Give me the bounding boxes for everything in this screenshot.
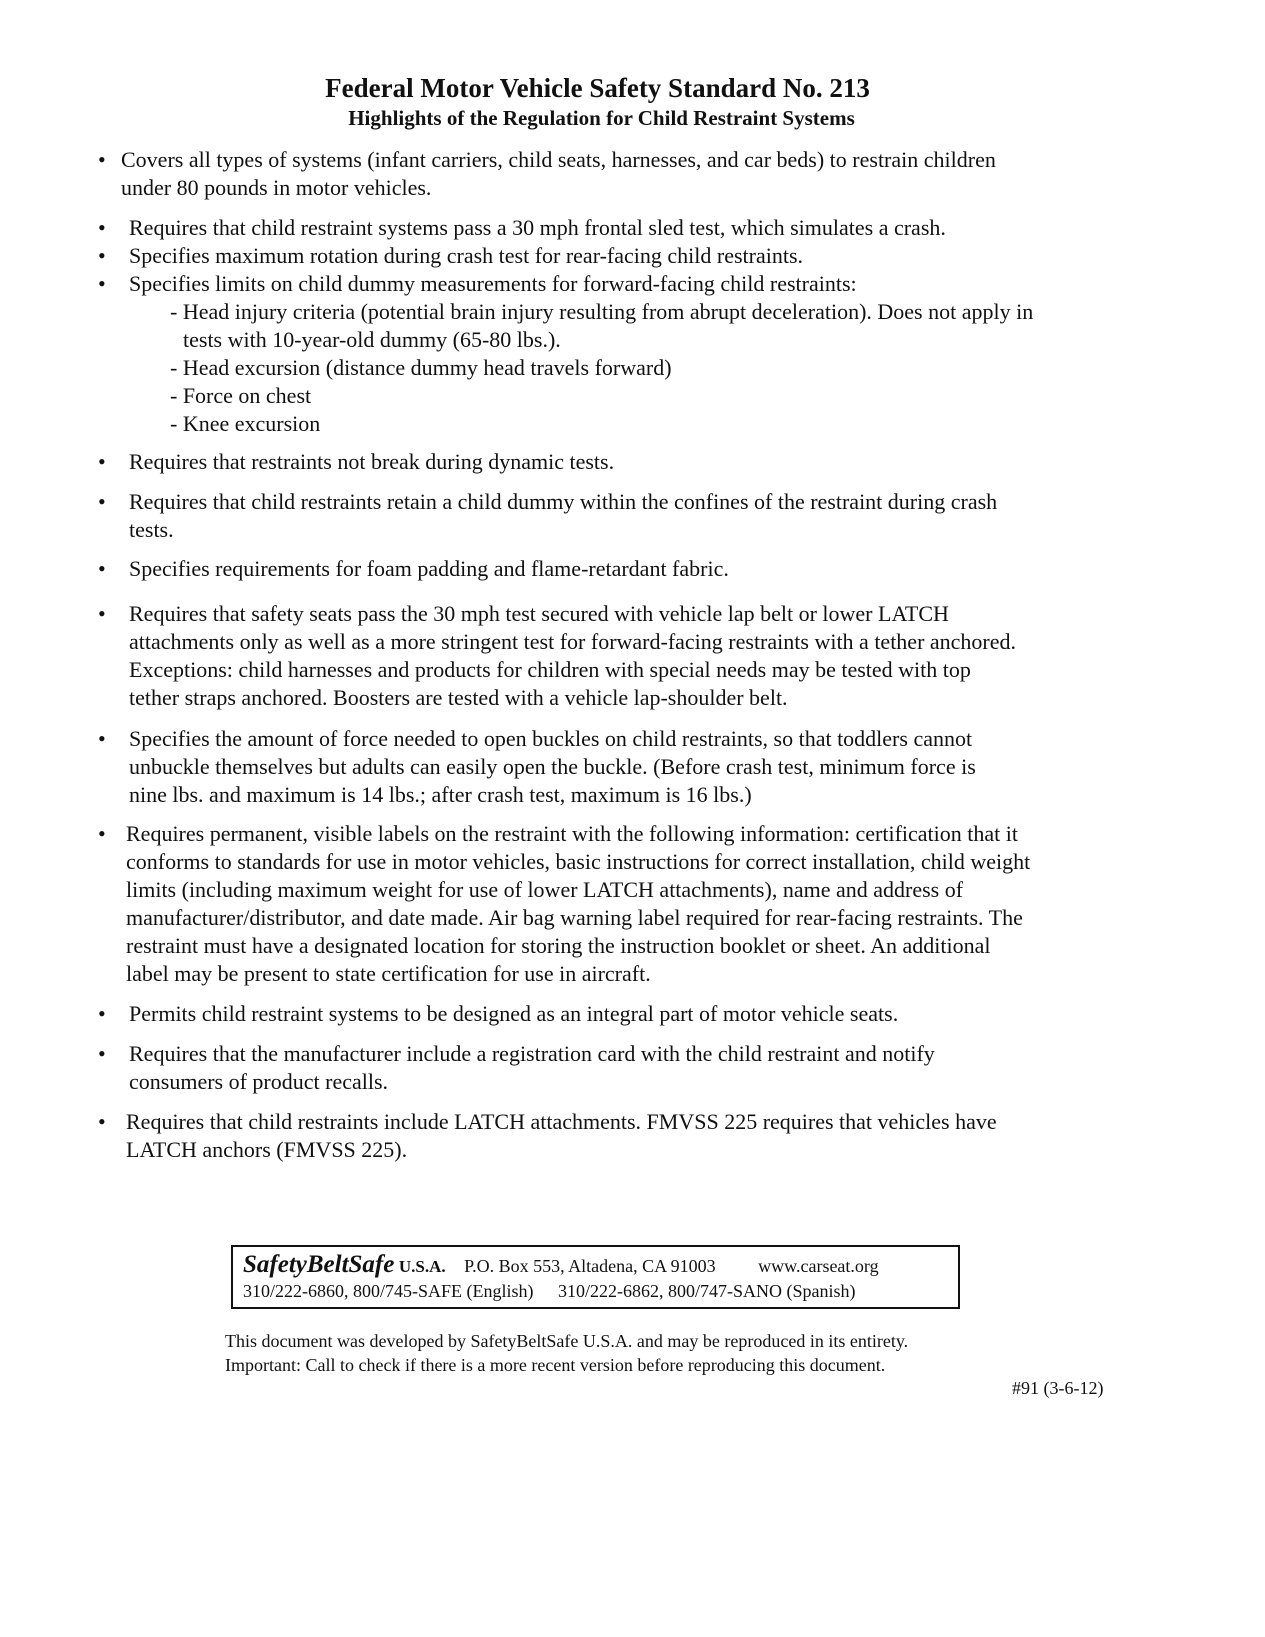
bullet-text-line: Specifies maximum rotation during crash test for rear-facing child restraints. — [129, 243, 804, 268]
bullet-text-line: Specifies requirements for foam padding and flame-retardant fabric. — [129, 556, 729, 581]
bullet-text-line: Requires that restraints not break during dynamic tests. — [129, 449, 615, 474]
website-link[interactable]: www.carseat.org — [758, 1256, 879, 1276]
bullet-text-line: Requires that the manufacturer include a registration card with the child restraint and notify — [129, 1041, 935, 1066]
bullet-text-line: Covers all types of systems (infant carriers, child seats, harnesses, and car beds) to restrain children — [121, 147, 996, 172]
bullet-text-line: nine lbs. and maximum is 14 lbs.; after crash test, maximum is 16 lbs.) — [129, 782, 752, 807]
bullet-text-line: Requires permanent, visible labels on the restraint with the following information: certification that it — [126, 821, 1018, 846]
bullet-text-line: Requires that child restraints include LATCH attachments. FMVSS 225 requires that vehicles have — [126, 1109, 997, 1134]
bullet-icon: • — [98, 556, 106, 581]
bullet-icon: • — [98, 1001, 106, 1026]
phones-spanish: 310/222-6862, 800/747-SANO (Spanish) — [558, 1281, 856, 1301]
bullet-text-line: Permits child restraint systems to be designed as an integral part of motor vehicle seats. — [129, 1001, 899, 1026]
bullet-icon: • — [98, 1109, 106, 1134]
bullet-text-line: Exceptions: child harnesses and products for children with special needs may be tested with top — [129, 657, 971, 682]
bullet-icon: • — [98, 449, 106, 474]
bullet-text-line: consumers of product recalls. — [129, 1069, 389, 1094]
bullet-text-line: Specifies the amount of force needed to open buckles on child restraints, so that toddlers cannot — [129, 726, 973, 751]
sub-item-line: - Force on chest — [170, 383, 312, 408]
bullet-text-line: tether straps anchored. Boosters are tested with a vehicle lap-shoulder belt. — [129, 685, 788, 710]
sub-item-line: - Head excursion (distance dummy head travels forward) — [170, 355, 672, 380]
bullet-icon: • — [98, 271, 106, 296]
bullet-text-line: label may be present to state certification for use in aircraft. — [126, 961, 651, 986]
bullet-icon: • — [98, 215, 106, 240]
bullet-text-line: manufacturer/distributor, and date made. Air bag warning label required for rear-facing restraints. The — [126, 905, 1023, 930]
phones-english: 310/222-6860, 800/745-SAFE (English) — [243, 1281, 534, 1301]
address: P.O. Box 553, Altadena, CA 91003 — [464, 1256, 716, 1276]
document-subtitle: Highlights of the Regulation for Child Restraint Systems — [348, 106, 855, 130]
document-title: Federal Motor Vehicle Safety Standard No. 213 — [325, 73, 870, 103]
bullet-text-line: Requires that child restraints retain a child dummy within the confines of the restraint during crash — [129, 489, 998, 514]
bullet-icon: • — [98, 489, 106, 514]
bullet-text-line: unbuckle themselves but adults can easily open the buckle. (Before crash test, minimum force is — [129, 754, 976, 779]
bullet-text-line: limits (including maximum weight for use of lower LATCH attachments), name and address of — [126, 877, 964, 902]
bullet-text-line: conforms to standards for use in motor vehicles, basic instructions for correct installation, child weight — [126, 849, 1031, 874]
brand-usa: U.S.A. — [398, 1257, 446, 1276]
bullet-text-line: Specifies limits on child dummy measurements for forward-facing child restraints: — [129, 271, 857, 296]
bullet-text-line: tests. — [129, 517, 174, 542]
bullet-text-line: LATCH anchors (FMVSS 225). — [126, 1137, 408, 1162]
bullet-text-line: attachments only as well as a more stringent test for forward-facing restraints with a tether anchored. — [129, 629, 1017, 654]
sub-item-line: - Head injury criteria (potential brain injury resulting from abrupt deceleration). Does not apply in — [170, 299, 1034, 324]
bullet-icon: • — [98, 147, 106, 172]
footer-important: Important: Call to check if there is a more recent version before reproducing this document. — [225, 1355, 886, 1375]
contact-box — [231, 1245, 960, 1309]
document-id: #91 (3-6-12) — [1012, 1378, 1104, 1398]
sub-item-line: tests with 10-year-old dummy (65-80 lbs.). — [183, 327, 561, 352]
bullet-icon: • — [98, 821, 106, 846]
bullet-icon: • — [98, 726, 106, 751]
bullet-text-line: Requires that child restraint systems pass a 30 mph frontal sled test, which simulates a crash. — [129, 215, 946, 240]
sub-item-line: - Knee excursion — [170, 411, 321, 436]
footer-note: This document was developed by SafetyBeltSafe U.S.A. and may be reproduced in its entirety. — [225, 1331, 909, 1351]
bullet-icon: • — [98, 1041, 106, 1066]
brand-logo: SafetyBeltSafe — [243, 1251, 395, 1278]
bullet-text-line: Requires that safety seats pass the 30 mph test secured with vehicle lap belt or lower LATCH — [129, 601, 949, 626]
bullet-text-line: under 80 pounds in motor vehicles. — [121, 175, 432, 200]
bullet-icon: • — [98, 243, 106, 268]
bullet-text-line: restraint must have a designated location for storing the instruction booklet or sheet. An additional — [126, 933, 991, 958]
bullet-icon: • — [98, 601, 106, 626]
